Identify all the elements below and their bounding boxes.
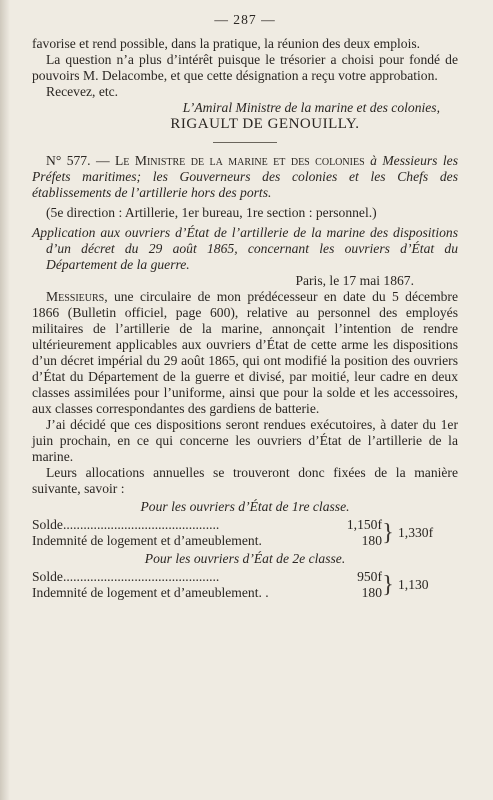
- allowance-value: 180: [361, 533, 382, 548]
- allowance-value: 950f: [357, 569, 382, 584]
- circular-body-3: Leurs allocations annuelles se trouveront donc fixées de la manière suivante, savoir :: [32, 465, 458, 496]
- circular-header: [32, 153, 458, 201]
- allowance-label: Solde..............................................: [32, 517, 220, 532]
- circular-body-1: [32, 289, 458, 417]
- allowance-label: Indemnité de logement et d’ameublement. .: [32, 585, 269, 600]
- allowance-row: [32, 585, 382, 601]
- page-number: — 287 —: [214, 12, 276, 27]
- circular-salutation: Messieurs,: [46, 289, 108, 304]
- allowance-total: 1,130: [398, 577, 429, 592]
- book-spine-shadow: [0, 0, 10, 800]
- signature-name: RIGAULT DE GENOUILLY.: [170, 116, 360, 132]
- brace-glyph: }: [382, 520, 394, 546]
- allowance-value: 180: [361, 585, 382, 600]
- circular-body-2: J’ai décidé que ces dispositions seront rendues exécutoires, à dater du 1er juin prochain, en ce qui concerne les ouvriers d’État de l’artillerie de la marine.: [32, 417, 458, 464]
- allowance-row: [32, 517, 382, 533]
- allowance-value: 1,150f: [346, 517, 382, 532]
- circular-number: N° 577.: [46, 153, 91, 168]
- allowance-heading: Pour les ouvriers d’État de 1re classe.: [140, 499, 350, 514]
- paragraph-continuation: favorise et rend possible, dans la pratique, la réunion des deux emplois.: [32, 36, 421, 51]
- allowance-label: Indemnité de logement et d’ameublement.: [32, 533, 262, 548]
- allowance-row: [32, 569, 382, 585]
- brace-glyph: }: [382, 572, 394, 598]
- signature-title: L’Amiral Ministre de la marine et des colonies,: [182, 100, 440, 115]
- allowance-total: 1,330f: [398, 525, 434, 540]
- allowance-table: [32, 517, 458, 549]
- allowance-heading: Pour les ouvriers d’Éat de 2e classe.: [144, 551, 346, 566]
- circular-direction: (5e direction : Artillerie, 1er bureau, 1re section : personnel.): [46, 205, 377, 220]
- allowance-label: Solde..............................................: [32, 569, 220, 584]
- allowance-class-2: [32, 551, 458, 601]
- circular-body-1-text: une circulaire de mon prédécesseur en date du 5 décembre 1866 (Bulletin officiel, page 600), relative au personnel des employés militaires de l’artillerie de la marine, annonçait l’intention de rendre ultérieurement applicables aux ouvriers d’État de cette arme les dispositions d’un décret impérial du 29 août 1865, qui ont modifié la position des ouvriers d’État du Département de la guerre et divisé, par moitié, leur cadre en deux classes assimilées pour l’uniforme, ainsi que pour la solde et les accessoires, aux classes correspondantes des gardiens de batterie.: [32, 289, 458, 416]
- allowance-class-1: [32, 499, 458, 549]
- circular-sender: Le Ministre de la marine et des colonies: [115, 153, 365, 168]
- allowance-table: [32, 569, 458, 601]
- allowance-row: [32, 533, 382, 549]
- circular-recipients: à Messieurs les Préfets maritimes; les Gouverneurs des colonies et les Chefs des établissements de l’artillerie hors des ports.: [32, 153, 459, 200]
- circular-dateline: Paris, le 17 mai 1867.: [295, 273, 414, 288]
- closing-formula: Recevez, etc.: [46, 84, 119, 99]
- section-separator: [213, 142, 277, 143]
- circular-subject: Application aux ouvriers d’État de l’artillerie de la marine des dispositions d’un décret du 29 août 1865, concernant les ouvriers d’État du Département de la guerre.: [32, 225, 458, 272]
- circular-dash: —: [90, 153, 115, 168]
- page-text: [32, 12, 458, 601]
- paragraph-treasurer: La question n’a plus d’intérêt puisque le trésorier a choisi pour fondé de pouvoirs M. Delacombe, et que cette désignation a reçu votre approbation.: [32, 52, 458, 83]
